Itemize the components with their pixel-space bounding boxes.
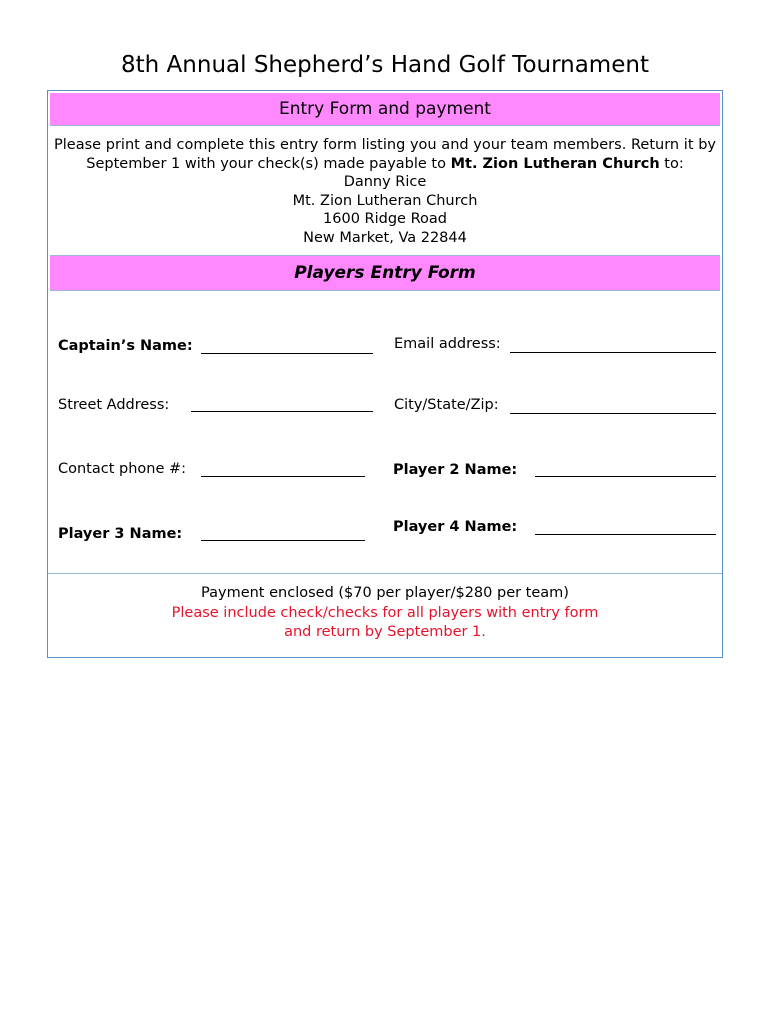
entry-form (47, 90, 723, 658)
address-line-street: 1600 Ridge Road (323, 211, 447, 227)
player-4-label: Player 4 Name: (393, 519, 518, 535)
city-state-zip-label: City/State/Zip: (394, 397, 499, 413)
instructions (54, 136, 716, 247)
street-address-label: Street Address: (58, 397, 170, 413)
address-line-name: Danny Rice (343, 174, 427, 190)
player-2-label: Player 2 Name: (393, 462, 518, 478)
instructions-post: to: (659, 155, 684, 172)
contact-phone-field (58, 461, 186, 477)
street-address-input[interactable] (191, 411, 373, 412)
players-form-header: Players Entry Form (50, 255, 720, 291)
player-3-input[interactable] (201, 540, 365, 541)
contact-phone-input[interactable] (201, 476, 365, 477)
captain-name-field (58, 338, 193, 354)
payment-note-line-1: Please include check/checks for all players with entry form (171, 604, 599, 621)
player-4-input[interactable] (535, 534, 716, 535)
city-state-zip-field (394, 397, 499, 413)
payment-section (48, 584, 722, 643)
player-3-label: Player 3 Name: (58, 526, 183, 542)
player-2-input[interactable] (535, 476, 716, 477)
street-address-field (58, 397, 169, 413)
instructions-pre: Please print and complete this entry form listing you and your team members. Return it by September 1 with your check(s) made payable to (54, 137, 716, 172)
player-2-field (393, 462, 517, 478)
payment-divider (48, 573, 722, 574)
email-label: Email address: (394, 336, 501, 352)
captain-name-label: Captain’s Name: (58, 338, 193, 354)
player-3-field (58, 526, 182, 542)
entry-form-header: Entry Form and payment (50, 93, 720, 126)
payment-enclosed-text: Payment enclosed ($70 per player/$280 per team) (201, 585, 569, 601)
player-4-field (393, 519, 517, 535)
page-title: 8th Annual Shepherd’s Hand Golf Tournament (121, 52, 649, 78)
email-input[interactable] (510, 352, 716, 353)
instructions-text (54, 136, 716, 173)
address-line-city: New Market, Va 22844 (303, 229, 467, 246)
city-state-zip-input[interactable] (510, 413, 716, 414)
captain-name-input[interactable] (201, 353, 373, 354)
payee-name: Mt. Zion Lutheran Church (450, 155, 660, 172)
address-line-org: Mt. Zion Lutheran Church (292, 192, 478, 209)
email-field (394, 336, 501, 352)
contact-phone-label: Contact phone #: (58, 461, 187, 477)
payment-note-line-2: and return by September 1. (284, 624, 486, 640)
